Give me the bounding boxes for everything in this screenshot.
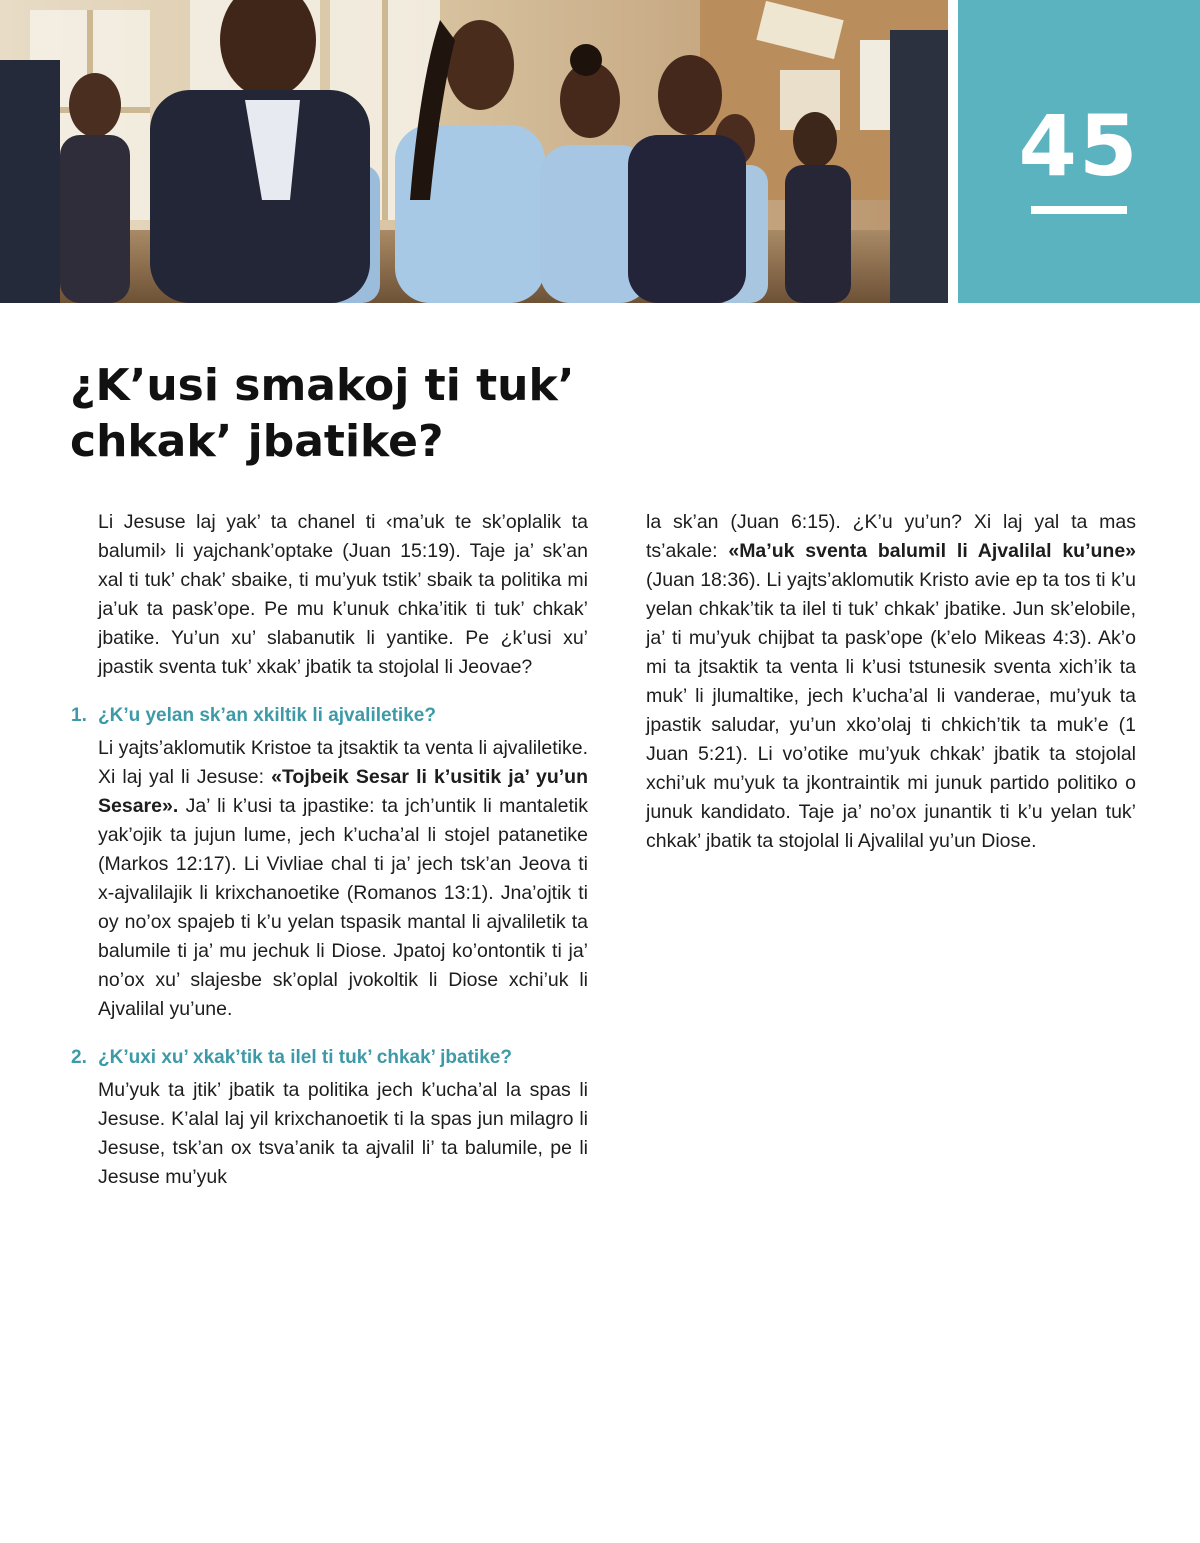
intro-paragraph: Li Jesuse laj yak’ ta chanel ti ‹ma’uk te sk’oplalik ta balumil› li yajchank’optake (Juan 15:19). Taje ja’ sk’an xal ti tuk’ chak’ sbaike, ti mu’yuk tstik’ sbaik ta politika mi ja’uk ta pask’ope. Pe mu k’unuk chka’itik ti tuk’ chkak’ jbatike. Yu’un xu’ slabanutik li yantike. Pe ¿k’usi xu’ jpastik sventa tuk’ xkak’ jbatik ta stojolal li Jeovae?	[98, 511, 588, 678]
section-2-text-after: (Juan 18:36). Li yajts’aklomutik Kristo avie ep ta tos ti k’u yelan chkak’tik ta ilel ti tuk’ chkak’ jbatike. Jun sk’elobile, ja’ ti mu’yuk chijbat ta pask’ope (k’elo Mikeas 4:3). Ak’o mi ta jtsaktik ta venta li k’usi tstunesik sventa xich’ik ta muk’ li jlumaltike, jech k’ucha’al li vanderae, mu’yuk ta jpastik saludar, yu’un xko’olaj ti chkich’tik ta muk’e (1 Juan 5:21). Li vo’otike mu’yuk chkak’ jbatik ta stojolal xchi’uk mu’yuk ta jkontraintik mi junuk partido politiko o junuk kandidato. Taje ja’ no’ox junantik ti k’u yelan tuk’ chkak’ jbatik ta stojolal li Ajvalilal yu’un Diose.	[646, 569, 1136, 852]
section-1-heading-text: ¿K’u yelan sk’an xkiltik li ajvaliletike?	[98, 705, 436, 726]
lesson-number-badge	[958, 0, 1200, 303]
section-2-heading-text: ¿K’uxi xu’ xkak’tik ta ilel ti tuk’ chkak’ jbatike?	[98, 1047, 512, 1068]
section-2-text-before: la sk’an (Juan 6:15). ¿K’u yu’un? Xi laj yal ta mas ts’akale:	[646, 511, 1136, 562]
section-1-heading	[71, 702, 588, 730]
badge-underline	[1031, 206, 1127, 214]
section-2-number: 2.	[71, 1047, 87, 1068]
left-column	[71, 508, 588, 1192]
section-2-paragraph-continued	[646, 508, 1136, 856]
header-photo	[0, 0, 948, 303]
section-2-paragraph-start: Mu’yuk ta jtik’ jbatik ta politika jech k’ucha’al la spas li Jesuse. K’alal laj yil krixchanoetik ti la spas jun milagro li Jesuse, tsk’an ox tsva’anik ta ajvalil li’ ta balumile, pe li Jesuse mu’yuk	[98, 1079, 588, 1188]
section-1-scripture-quote: «Tojbeik Sesar li k’usitik ja’ yu’un Sesare».	[98, 766, 588, 817]
section-2-heading	[71, 1044, 588, 1072]
section-1-text-before: Li yajts’aklomutik Kristoe ta jtsaktik ta venta li ajvaliletike. Xi laj yal li Jesuse:	[98, 737, 588, 788]
section-1-paragraph	[98, 734, 588, 1024]
page-title: ¿K’usi smakoj ti tuk’ chkak’ jbatike?	[70, 360, 575, 467]
lesson-number: 45	[1018, 97, 1140, 195]
section-1-number: 1.	[71, 705, 87, 726]
right-column	[646, 508, 1136, 856]
section-1-text-after: Ja’ li k’usi ta jpastike: ta jch’untik li mantaletik yak’ojik ta jujun lume, jech k’ucha’al li stojel patanetike (Markos 12:17). Li Vivliae chal ti ja’ jech tsk’an Jeova ti x-ajvalilajik li krixchanoetike (Romanos 13:1). Jna’ojtik ti oy no’ox spajeb ti k’u yelan tspasik mantal li ajvaliletik ta balumile ti ja’ mu jechuk li Diose. Jpatoj ko’ontontik ti ja’ no’ox xu’ slajesbe sk’oplal jvokoltik li Diose xchi’uk li Ajvalilal yu’une.	[98, 795, 588, 1020]
section-2-scripture-quote: «Ma’uk sventa balumil li Ajvalilal ku’une»	[728, 540, 1137, 562]
students-standing-illustration	[0, 0, 948, 303]
